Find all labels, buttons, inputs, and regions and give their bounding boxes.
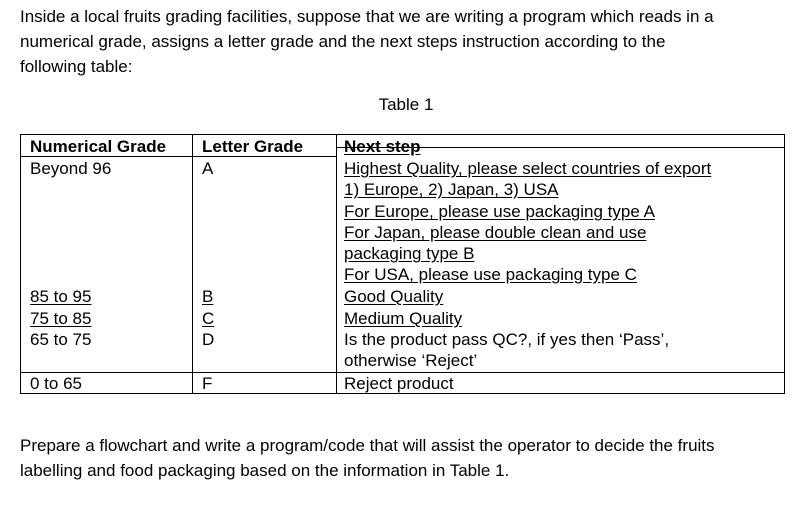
footer-line: Prepare a flowchart and write a program/code that will assist the operator to decide the fruits xyxy=(20,436,715,455)
cell-next-step: Reject product xyxy=(344,374,454,393)
table-border xyxy=(336,134,337,394)
intro-line: Inside a local fruits grading facilities, suppose that we are writing a program which reads in a xyxy=(20,7,714,26)
cell-next-step: For Europe, please use packaging type A xyxy=(344,202,655,221)
footer-line: labelling and food packaging based on the information in Table 1. xyxy=(20,461,510,480)
intro-line: following table: xyxy=(20,57,133,76)
cell-letter: D xyxy=(202,330,215,349)
cell-letter: C xyxy=(202,309,215,328)
instruction-paragraph xyxy=(20,433,780,483)
cell-numerical: Beyond 96 xyxy=(30,159,112,178)
cell-next-step: Medium Quality xyxy=(344,309,463,328)
cell-numerical: 85 to 95 xyxy=(30,287,92,306)
cell-numerical: 65 to 75 xyxy=(30,330,92,349)
cell-numerical: 0 to 65 xyxy=(30,374,82,393)
table-border xyxy=(20,134,785,135)
cell-numerical: 75 to 85 xyxy=(30,309,92,328)
cell-next-step: Highest Quality, please select countries of export xyxy=(344,159,712,178)
cell-next-step: 1) Europe, 2) Japan, 3) USA xyxy=(344,180,559,199)
cell-next-step: packaging type B xyxy=(344,244,475,263)
table-caption: Table 1 xyxy=(378,95,434,114)
cell-letter: A xyxy=(202,159,214,178)
intro-line: numerical grade, assigns a letter grade and the next steps instruction according to the xyxy=(20,32,666,51)
cell-next-step: For Japan, please double clean and use xyxy=(344,223,647,242)
table-border xyxy=(20,134,21,394)
header-letter-grade: Letter Grade xyxy=(202,137,304,156)
cell-next-step: For USA, please use packaging type C xyxy=(344,265,637,284)
table-border xyxy=(192,134,193,394)
grade-table xyxy=(20,134,785,394)
cell-next-step: Good Quality xyxy=(344,287,444,306)
intro-paragraph xyxy=(20,4,772,79)
table-border xyxy=(784,134,785,394)
header-next-step: Next step xyxy=(344,137,421,156)
cell-next-step: otherwise ‘Reject’ xyxy=(344,351,478,370)
cell-next-step: Is the product pass QC?, if yes then ‘Pass’, xyxy=(344,330,670,349)
cell-letter: F xyxy=(202,374,213,393)
cell-letter: B xyxy=(202,287,214,306)
header-numerical-grade: Numerical Grade xyxy=(30,137,167,156)
